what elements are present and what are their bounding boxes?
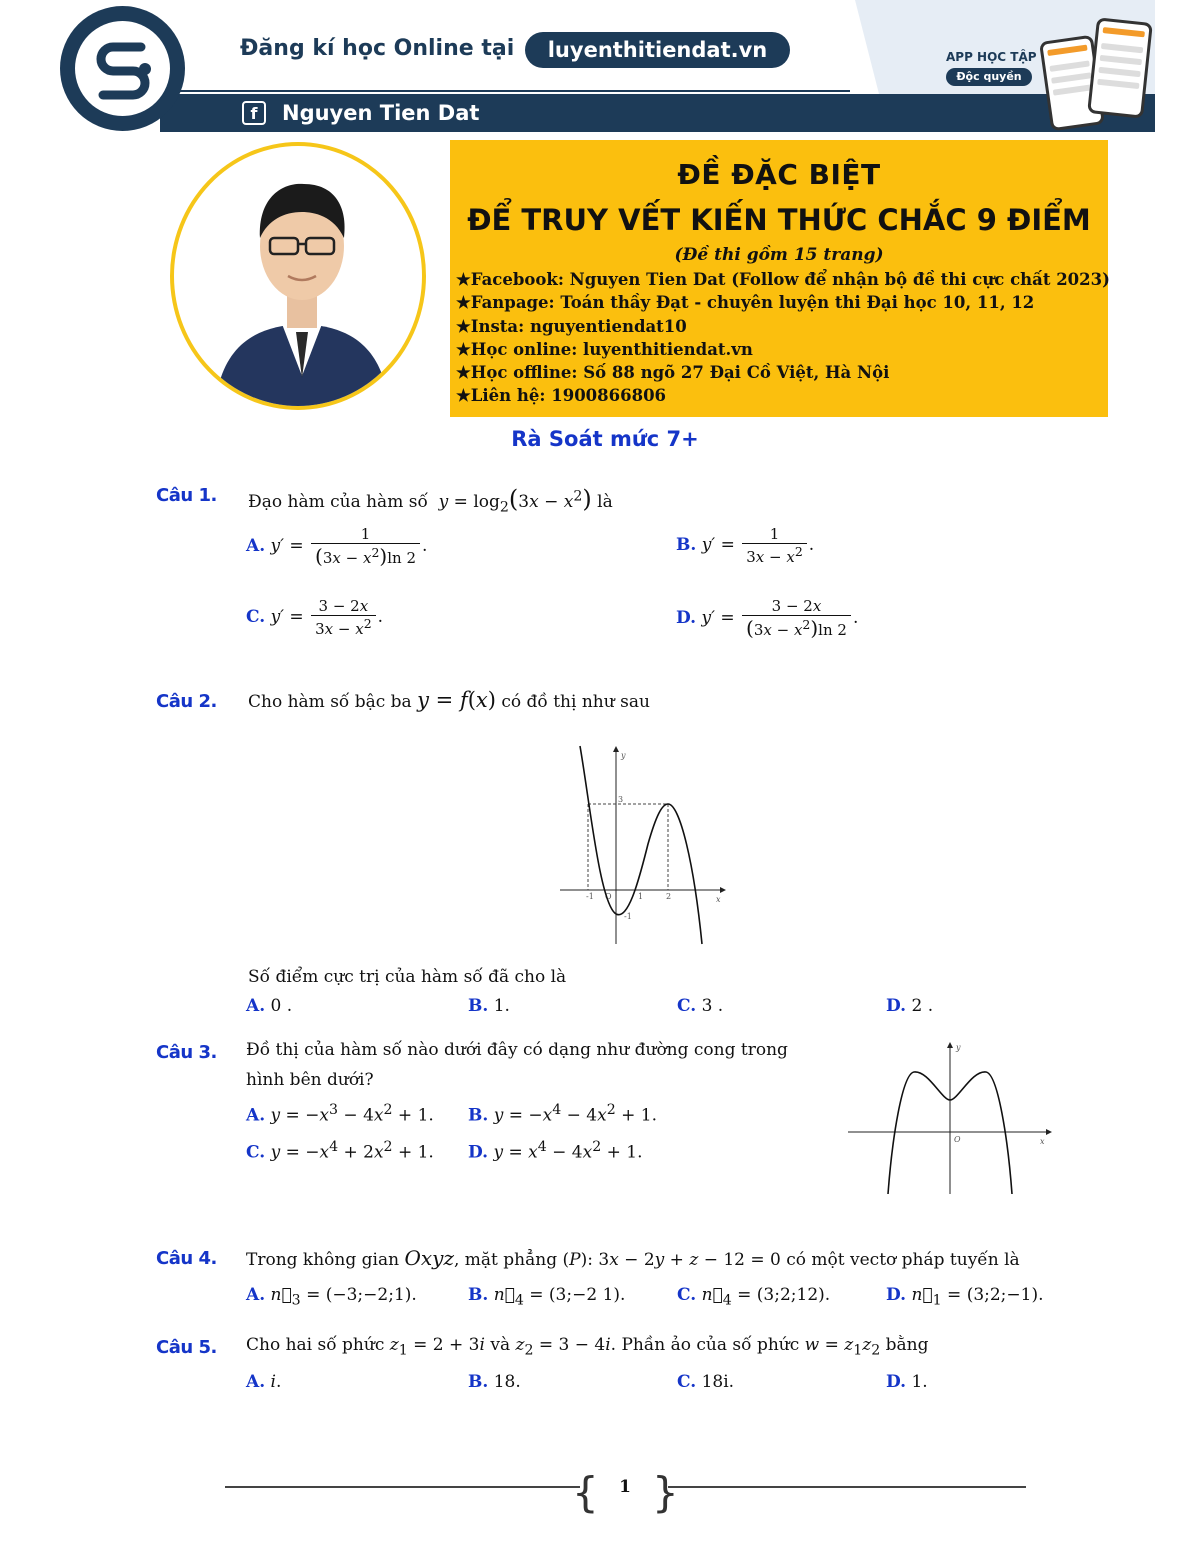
info-fanpage: ★Fanpage: Toán thầy Đạt - chuyên luyện thi Đại học 10, 11, 12 <box>456 293 1035 312</box>
register-text: Đăng kí học Online tại <box>240 36 515 61</box>
question-text: Đồ thị của hàm số nào dưới đây có dạng như đường cong trong <box>246 1040 788 1060</box>
option-d[interactable]: D. 2 . <box>886 996 934 1016</box>
teacher-avatar <box>170 142 426 410</box>
footer-bracket-right-icon: } <box>652 1468 679 1517</box>
question-text-before: Đạo hàm của hàm số <box>248 492 428 512</box>
question-label: Câu 5. <box>156 1337 217 1358</box>
question-text-line2: hình bên dưới? <box>246 1070 374 1090</box>
svg-text:1: 1 <box>638 892 644 901</box>
question-text: Cho hàm số bậc ba y = f(x) có đồ thị như sau <box>248 688 650 712</box>
question-prompt: Số điểm cực trị của hàm số đã cho là <box>248 967 567 987</box>
footer-bracket-left-icon: { <box>572 1468 599 1517</box>
svg-text:y: y <box>621 751 626 760</box>
option-b[interactable]: B. $y = -x^4 - 4x^2 + 1$. <box>468 1102 657 1126</box>
option-a[interactable]: A. y′ = $\frac{1}{(3x - x^2)\ln 2}$ . <box>246 525 428 568</box>
facebook-icon: f <box>242 101 266 125</box>
app-badge: Độc quyền <box>946 68 1032 86</box>
footer-divider <box>668 1486 1026 1488</box>
exam-subtitle: ĐỂ TRUY VẾT KIẾN THỨC CHẮC 9 ĐIỂM <box>467 203 1091 237</box>
footer-divider <box>225 1486 580 1488</box>
info-online: ★Học online: luyenthitiendat.vn <box>456 340 753 359</box>
app-label: APP HỌC TẬP <box>946 50 1037 64</box>
cubic-graph <box>556 744 726 950</box>
option-d[interactable]: D. $y = x^4 - 4x^2 + 1$. <box>468 1139 643 1163</box>
svg-text:x: x <box>716 895 721 904</box>
option-c[interactable]: C. 18i. <box>677 1372 735 1392</box>
option-a[interactable]: A. $n⃗_3$ = (−3;−2;1). <box>246 1285 417 1309</box>
option-a[interactable]: A. $y = -x^3 - 4x^2 + 1$. <box>246 1102 434 1126</box>
svg-text:y: y <box>956 1043 961 1052</box>
svg-text:-1: -1 <box>624 912 632 921</box>
option-d[interactable]: D. y′ = $\frac{3 - 2x}{(3x - x^2)\ln 2}$ . <box>676 597 859 640</box>
section-title: Rà Soát mức 7+ <box>511 427 699 451</box>
option-c[interactable]: C. y′ = $\frac{3 - 2x}{3x - x^2}$ . <box>246 597 384 638</box>
option-c[interactable]: C. $n⃗_4$ = (3;2;12). <box>677 1285 831 1309</box>
info-facebook: ★Facebook: Nguyen Tien Dat (Follow để nhận bộ đề thi cực chất 2023) <box>456 270 1110 289</box>
question-label: Câu 2. <box>156 691 217 712</box>
option-a[interactable]: A. 0 . <box>246 996 293 1016</box>
question-label: Câu 1. <box>156 485 217 506</box>
option-a[interactable]: A. i. <box>246 1372 282 1392</box>
info-insta: ★Insta: nguyentiendat10 <box>456 317 687 336</box>
exam-title: ĐỀ ĐẶC BIỆT <box>677 158 881 191</box>
website-link[interactable]: luyenthitiendat.vn <box>525 32 790 68</box>
svg-text:O: O <box>605 892 612 901</box>
svg-text:3: 3 <box>618 795 624 804</box>
facebook-name[interactable]: Nguyen Tien Dat <box>282 101 480 125</box>
svg-text:-1: -1 <box>586 892 594 901</box>
option-d[interactable]: D. 1. <box>886 1372 928 1392</box>
page-number: 1 <box>619 1477 631 1497</box>
info-contact: ★Liên hệ: 1900866806 <box>456 386 667 405</box>
option-b[interactable]: B. 18. <box>468 1372 521 1392</box>
question-text: Cho hai số phức $z_1 = 2 + 3i$ và $z_2 = 3 - 4i$. Phần ảo của số phức $w = z_1z_2$ bằng <box>246 1335 929 1359</box>
info-offline: ★Học offline: Số 88 ngõ 27 Đại Cồ Việt, Hà Nội <box>456 363 890 382</box>
brand-logo-mark <box>75 21 170 116</box>
option-b[interactable]: B. 1. <box>468 996 510 1016</box>
option-c[interactable]: C. $y = -x^4 + 2x^2 + 1$. <box>246 1139 434 1163</box>
phone-mockup-icon <box>1087 17 1153 118</box>
option-b[interactable]: B. y′ = $\frac{1}{3x - x^2}$ . <box>676 525 815 566</box>
teacher-portrait-icon <box>174 146 426 410</box>
svg-text:x: x <box>1040 1137 1045 1146</box>
exam-page-count: (Đề thi gồm 15 trang) <box>674 245 884 265</box>
question-text: Đạo hàm của hàm số $y = \log_2(3x - x^2)$ là <box>248 485 613 516</box>
svg-text:O: O <box>954 1135 961 1144</box>
option-c[interactable]: C. 3 . <box>677 996 724 1016</box>
question-text: Trong không gian Oxyz, mặt phẳng (P): 3x − 2y + z − 12 = 0 có một vectơ pháp tuyến là <box>246 1246 1020 1270</box>
question-label: Câu 3. <box>156 1042 217 1063</box>
option-b[interactable]: B. $n⃗_4$ = (3;−2 1). <box>468 1285 626 1309</box>
quartic-graph <box>846 1040 1056 1196</box>
question-label: Câu 4. <box>156 1248 217 1269</box>
option-d[interactable]: D. $n⃗_1$ = (3;2;−1). <box>886 1285 1044 1309</box>
svg-text:2: 2 <box>666 892 672 901</box>
logo-s-icon <box>83 29 163 109</box>
question-text-after: là <box>597 492 613 512</box>
